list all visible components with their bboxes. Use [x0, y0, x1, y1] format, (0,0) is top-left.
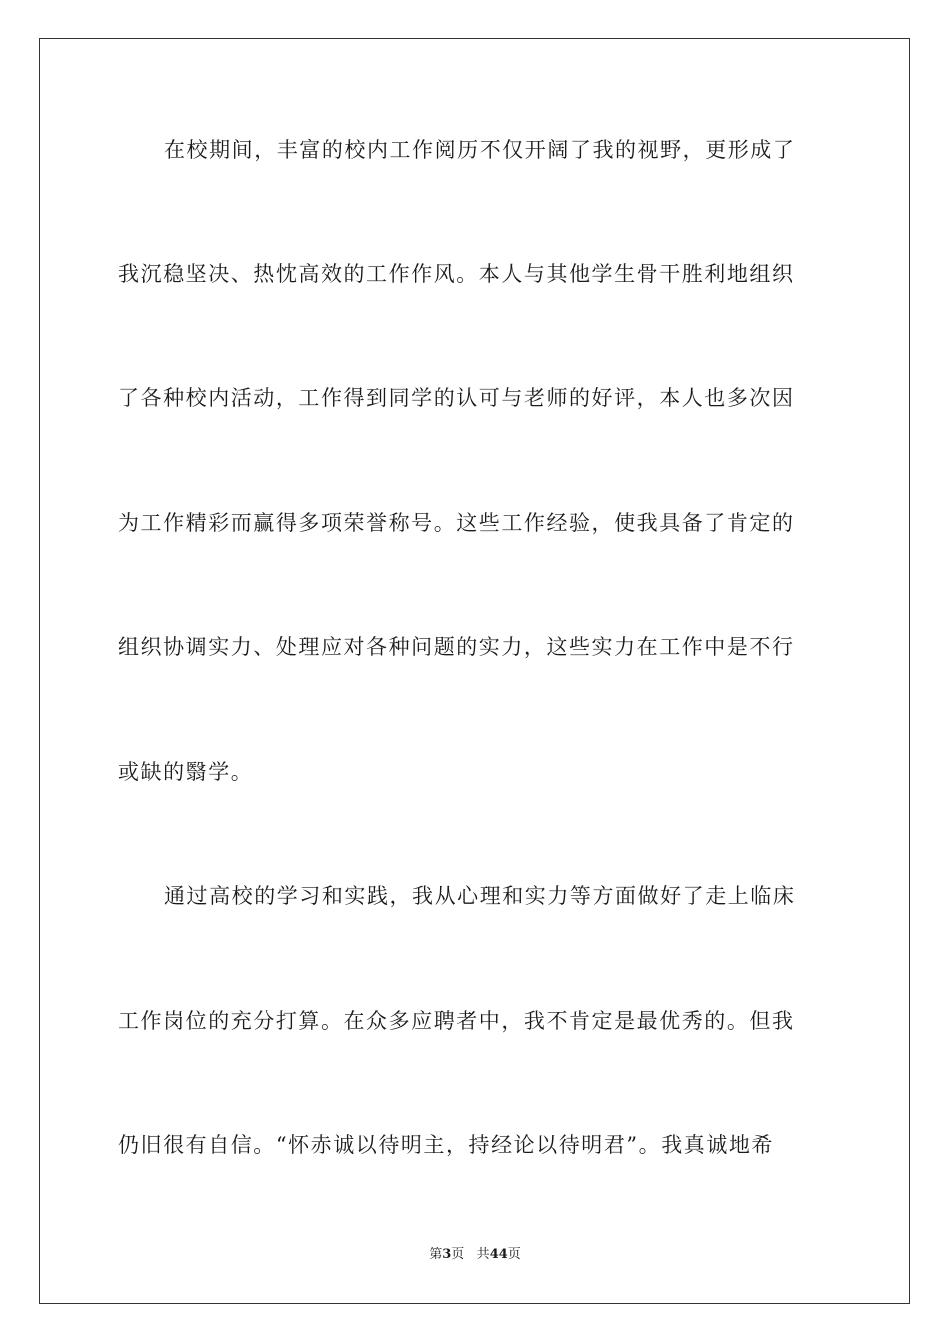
- footer-total-prefix: 共: [476, 1247, 490, 1262]
- page-border: [39, 38, 910, 1304]
- footer-total-pages: 44: [489, 1247, 508, 1262]
- paragraph-2-line-1: 通过高校的学习和实践，我从心理和实力等方面做好了走上临床: [164, 884, 796, 908]
- paragraph-2-line-2: 工作岗位的充分打算。在众多应聘者中，我不肯定是最优秀的。但我: [118, 1009, 795, 1033]
- paragraph-1-line-2: 我沉稳坚决、热忱高效的工作作风。本人与其他学生骨干胜利地组织: [118, 262, 795, 286]
- footer-page-prefix: 第: [429, 1247, 443, 1262]
- footer-page-suffix: 页: [451, 1247, 465, 1262]
- paragraph-1-line-1: 在校期间，丰富的校内工作阅历不仅开阔了我的视野，更形成了: [164, 138, 796, 162]
- paragraph-1-line-4: 为工作精彩而赢得多项荣誉称号。这些工作经验，使我具备了肯定的: [118, 511, 795, 535]
- footer-page-number: 3: [442, 1247, 452, 1262]
- footer-total-suffix: 页: [507, 1247, 521, 1262]
- paragraph-1-line-6: 或缺的翳学。: [118, 760, 254, 784]
- page-footer: [0, 1246, 950, 1264]
- paragraph-1-line-5: 组织协调实力、处理应对各种问题的实力，这些实力在工作中是不行: [118, 635, 795, 659]
- paragraph-2-line-3: 仍旧很有自信。“怀赤诚以待明主，持经论以待明君”。我真诚地希: [118, 1133, 774, 1157]
- paragraph-1-line-3: 了各种校内活动，工作得到同学的认可与老师的好评，本人也多次因: [118, 386, 795, 410]
